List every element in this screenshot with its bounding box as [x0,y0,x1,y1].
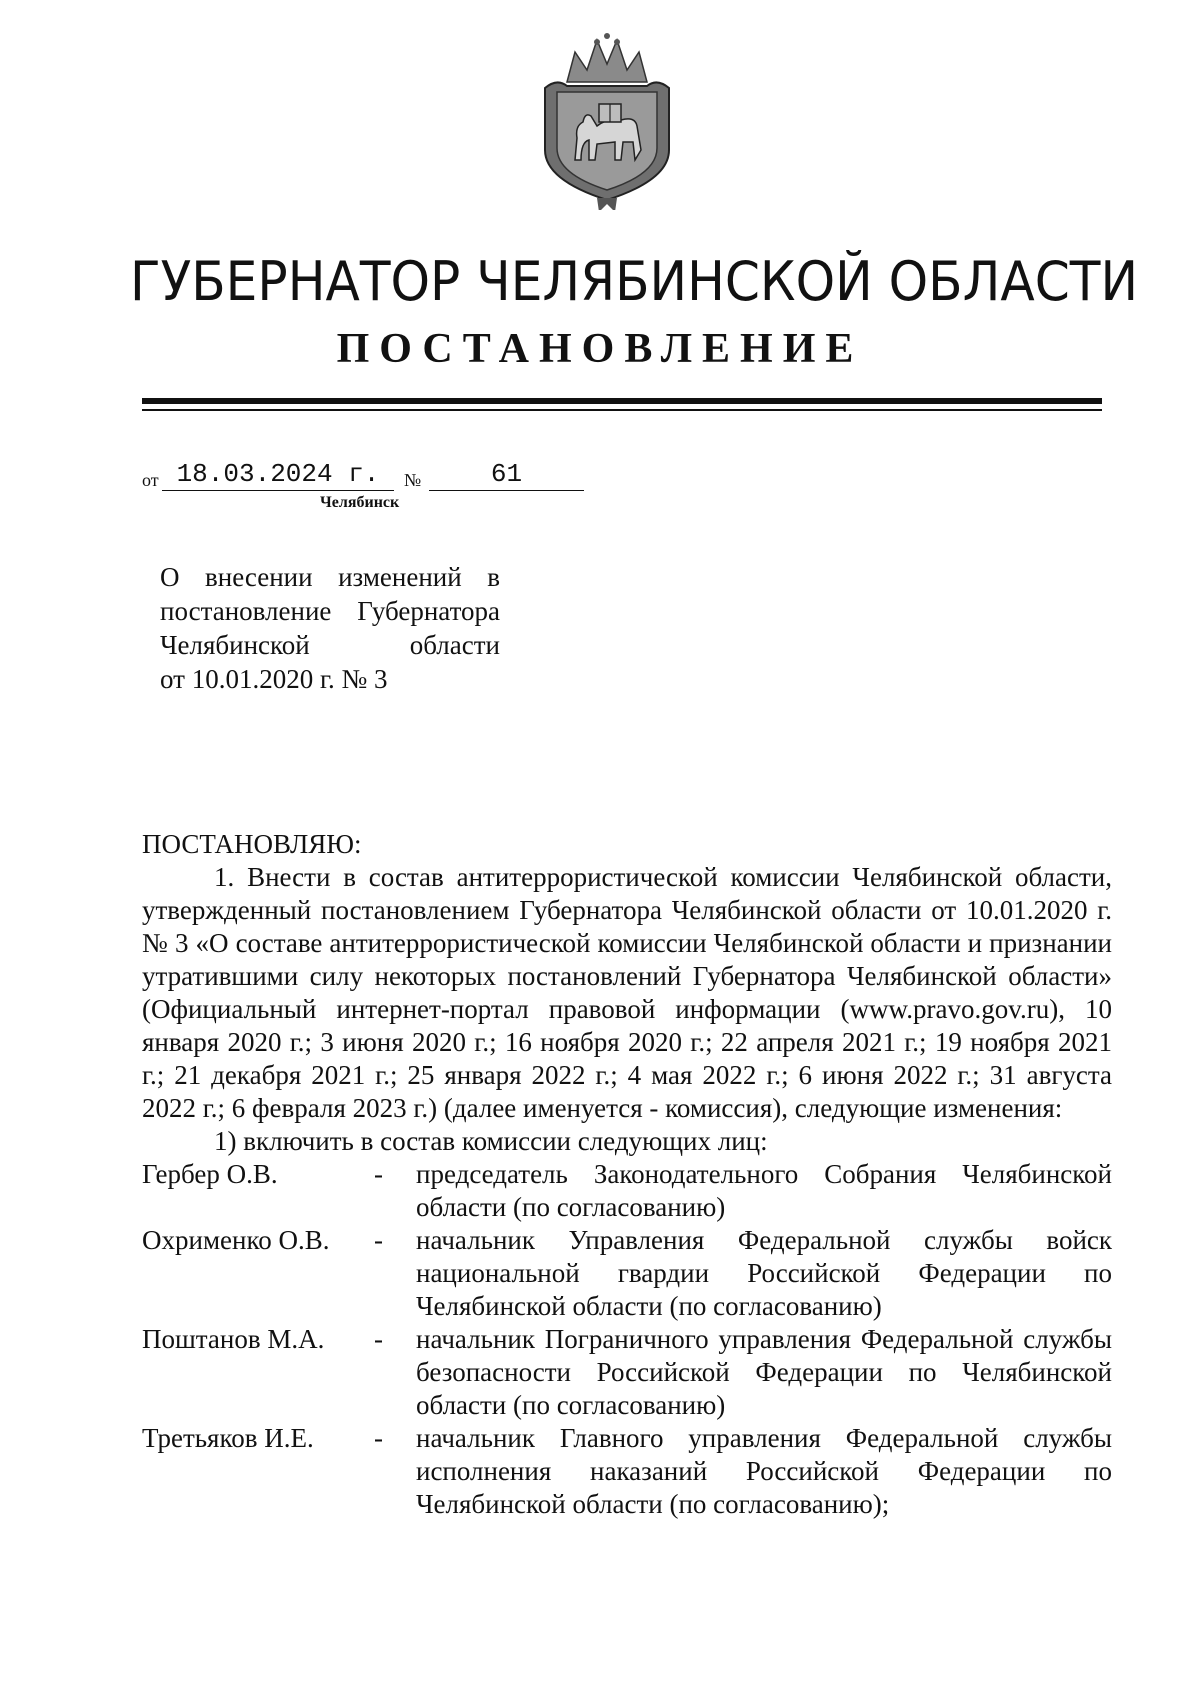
person-row [142,1158,1112,1224]
date-from-label: от [142,470,159,490]
subject-block [160,560,500,696]
person-dash: - [374,1159,383,1189]
person-dash: - [374,1423,383,1453]
subject-line: постановление Губернатора [160,596,500,626]
person-row [142,1422,1112,1521]
authority-title: ГУБЕРНАТОР ЧЕЛЯБИНСКОЙ ОБЛАСТИ [130,250,1139,313]
person-name: Третьяков И.Е. [142,1423,314,1453]
header-rule-thin [142,409,1102,411]
persons-list [142,1158,1112,1521]
person-row [142,1323,1112,1422]
document-number: 61 [429,458,584,491]
person-dash: - [374,1225,383,1255]
paragraph-1: 1. Внести в состав антитеррористической комиссии Челябинской области, утвержденный постановлением Губернатора Челябинской области от 10.01.2020 г. № 3 «О составе антитеррористической комиссии Челябинской области и признании утратившими силу некоторых постановлений Губернатора Челябинской области» (Официальный интернет-портал правовой информации (www.pravo.gov.ru), 10 января 2020 г.; 3 июня 2020 г.; 16 ноября 2020 г.; 22 апреля 2021 г.; 19 ноября 2021 г.; 21 декабря 2021 г.; 25 января 2022 г.; 4 мая 2022 г.; 6 июня 2022 г.; 31 августа 2022 г.; 6 февраля 2023 г.) (далее именуется - комиссия), следующие изменения: [142,862,1112,1123]
number-label: № [404,470,422,490]
document-type-title: ПОСТАНОВЛЕНИЕ [336,326,864,372]
subject-line: О внесении изменений в [160,562,500,592]
person-name: Гербер О.В. [142,1159,278,1189]
item-1: 1) включить в состав комиссии следующих лиц: [214,1126,768,1156]
header-rule-thick [142,398,1102,404]
person-position: председатель Законодательного Собрания Челябинской области (по согласованию) [416,1159,1112,1222]
person-name: Поштанов М.А. [142,1324,325,1354]
person-position: начальник Пограничного управления Федеральной службы безопасности Российской Федерации по Челябинской области (по согласованию) [416,1324,1112,1420]
person-name: Охрименко О.В. [142,1225,330,1255]
person-dash: - [374,1324,383,1354]
subject-line: Челябинской области [160,630,500,660]
person-row [142,1224,1112,1323]
document-date: 18.03.2024 г. [162,458,394,491]
city-label: Челябинск [320,494,400,511]
decree-word: ПОСТАНОВЛЯЮ: [142,829,362,859]
document-body [142,828,1112,1521]
subject-line: от 10.01.2020 г. № 3 [160,664,388,694]
coat-of-arms-emblem [537,30,677,210]
person-position: начальник Управления Федеральной службы войск национальной гвардии Российской Федерации по Челябинской области (по согласованию) [416,1225,1112,1321]
person-position: начальник Главного управления Федеральной службы исполнения наказаний Российской Федерации по Челябинской области (по согласованию); [416,1423,1112,1519]
